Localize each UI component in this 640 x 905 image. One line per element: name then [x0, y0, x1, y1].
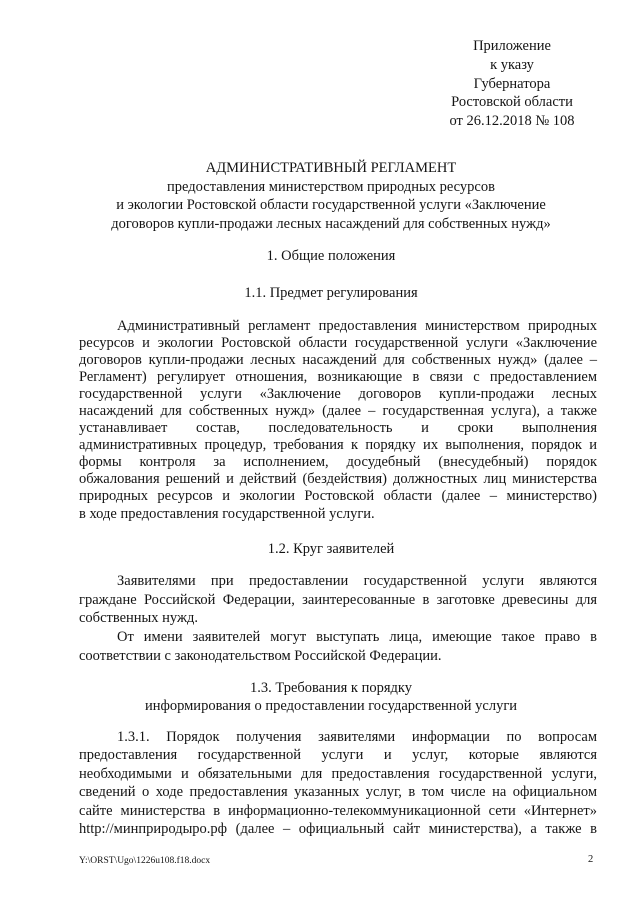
paragraph-line: собственных нужд. — [79, 610, 199, 626]
paragraph-line: насаждений для собственных нужд» (далее – государственная услуга), а также — [79, 402, 597, 419]
paragraph-line: природных ресурсов и экологии Ростовской области (далее – министерство) — [79, 488, 597, 505]
subsection-heading — [79, 284, 583, 303]
subtitle-line: договоров купли-продажи лесных насаждений для собственных нужд» — [111, 216, 551, 233]
section-1-heading: 1. Общие положения — [266, 248, 396, 264]
paragraph-line: соответствии с законодательством Российской Федерации. — [79, 647, 442, 664]
paragraph-line: Регламент) регулирует отношения, возникающие в связи с предоставлением — [79, 368, 597, 385]
paragraph-line: предоставления государственной услуги и услуг, которые являются — [79, 747, 597, 764]
document-subtitle — [79, 178, 583, 234]
paragraph-1-2-a — [79, 572, 597, 628]
appendix-block — [420, 37, 604, 131]
paragraph-line: сведений о ходе предоставления указанных услуг, в том числе на официальном — [79, 784, 597, 801]
paragraph-line: граждане Российской Федерации, заинтересованные в заготовке древесины для — [79, 591, 597, 608]
paragraph-1-3-1 — [79, 728, 597, 838]
subtitle-line: предоставления министерством природных ресурсов — [167, 178, 495, 195]
document-title-block — [79, 159, 583, 234]
section-heading — [79, 247, 583, 266]
paragraph-line: необходимыми и обязательными для предоставления государственной услуги, — [79, 765, 597, 782]
paragraph-line: обжалования решений и действий (бездействия) должностных лиц министерства — [79, 471, 597, 488]
subsection-heading — [79, 679, 583, 716]
paragraph-line: формы контроля за исполнением, досудебный (внесудебный) порядок — [79, 454, 597, 471]
page-number: 2 — [588, 854, 594, 865]
paragraph-line: От имени заявителей могут выступать лица, имеющие такое право в — [117, 629, 597, 645]
appendix-line: Ростовской области — [451, 94, 573, 111]
appendix-line: Приложение — [473, 38, 551, 54]
footer-file-path: Y:\ORST\Ugo\1226u108.f18.docx — [79, 856, 211, 866]
paragraph-line: в ходе предоставления государственной услуги. — [79, 505, 375, 522]
subsection-heading — [79, 540, 583, 559]
paragraph-line: Административный регламент предоставления министерством природных — [117, 317, 597, 334]
paragraph-line: сайте министерства в информационно-телекоммуникационной сети «Интернет» — [79, 802, 597, 819]
paragraph-1-2-b — [79, 628, 597, 665]
appendix-line: к указу — [490, 56, 534, 73]
paragraph-line: договоров купли-продажи лесных насаждений для собственных нужд» (далее – — [79, 351, 597, 368]
appendix-line: Губернатора — [473, 75, 551, 92]
paragraph-line: устанавливает состав, последовательность и сроки выполнения — [79, 420, 597, 437]
subsection-1-3-heading-line: 1.3. Требования к порядку — [250, 680, 412, 696]
document-title: АДМИНИСТРАТИВНЫЙ РЕГЛАМЕНТ — [205, 160, 457, 176]
subtitle-line: и экологии Ростовской области государственной услуги «Заключение — [116, 197, 546, 214]
appendix-line: от 26.12.2018 № 108 — [449, 113, 575, 129]
paragraph-line: 1.3.1. Порядок получения заявителями информации по вопросам — [117, 729, 597, 745]
paragraph-line: http://минприродыро.рф (далее – официальный сайт министерства), а также в — [79, 821, 597, 838]
paragraph-line: Заявителями при предоставлении государственной услуги являются — [117, 573, 597, 589]
subsection-1-1-heading: 1.1. Предмет регулирования — [244, 285, 418, 301]
subsection-1-2-heading: 1.2. Круг заявителей — [267, 541, 395, 557]
paragraph-line: ресурсов и экологии Ростовской области государственной услуги «Заключение — [79, 334, 597, 351]
paragraph-line: государственной услуги «Заключение договоров купли-продажи лесных — [79, 385, 597, 402]
paragraph-1-1 — [79, 318, 597, 523]
paragraph-line: административных процедур, требования к порядку их выполнения, порядок и — [79, 437, 597, 454]
subsection-1-3-heading-line: информирования о предоставлении государственной услуги — [144, 698, 518, 715]
